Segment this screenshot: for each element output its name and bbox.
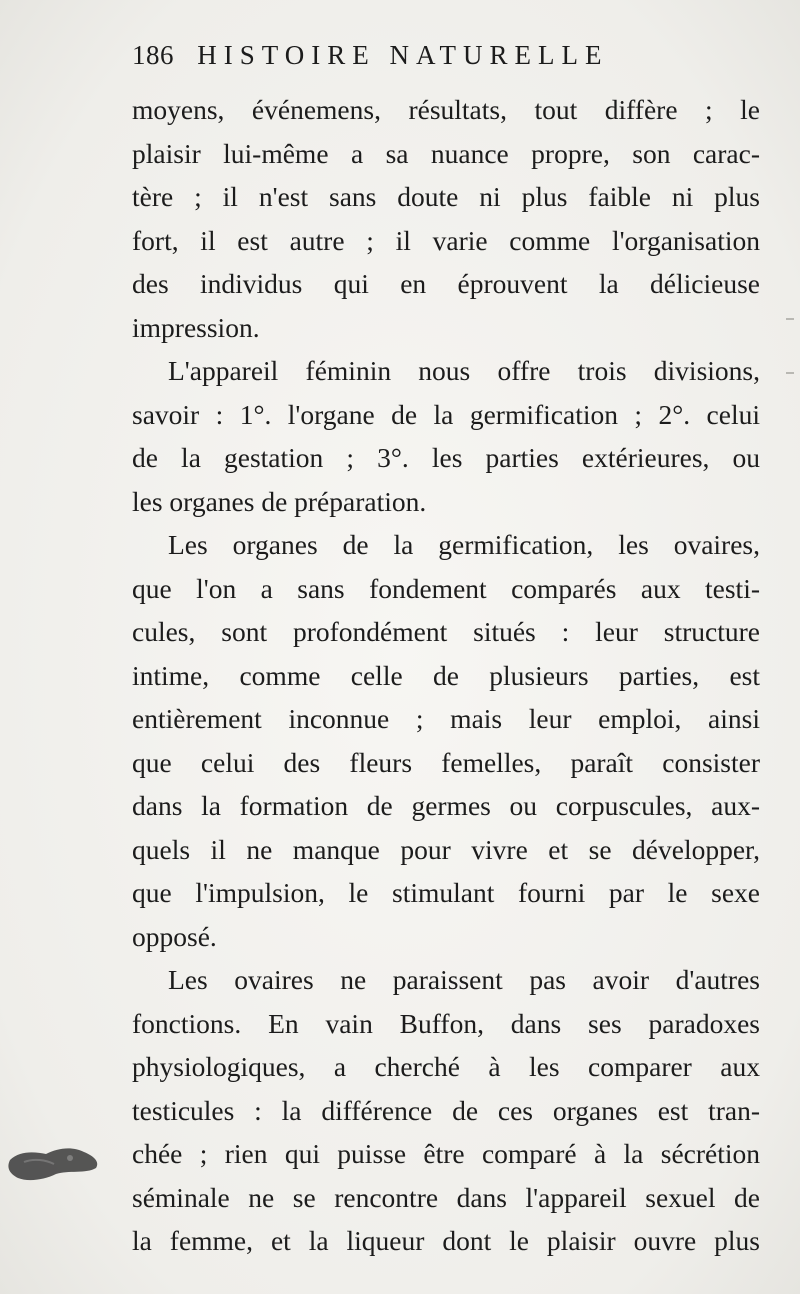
text-line: Les organes de la germification, les ovaires, — [168, 529, 760, 560]
paragraph-4 — [132, 958, 760, 1263]
text-line: les organes de préparation. — [132, 485, 427, 517]
text-line: quels il ne manque pour vivre et se développer, — [132, 833, 760, 865]
text-line: L'appareil féminin nous offre trois divisions, — [168, 355, 760, 386]
text-line: que l'on a sans fondement comparés aux testi- — [132, 572, 760, 604]
text-line: plaisir lui-même a sa nuance propre, son carac- — [132, 137, 760, 169]
running-header — [132, 40, 772, 71]
text-line: impression. — [132, 311, 260, 343]
text-line: chée ; rien qui puisse être comparé à la sécrétion — [132, 1138, 760, 1169]
page-number: 186 — [132, 40, 174, 70]
text-line: moyens, événemens, résultats, tout diffère ; le — [132, 94, 760, 125]
text-line: entièrement inconnue ; mais leur emploi, ainsi — [132, 703, 760, 734]
paragraph-2 — [132, 349, 760, 523]
margin-mark — [786, 372, 794, 374]
text-line: que celui des fleurs femelles, paraît consister — [132, 746, 760, 778]
ink-smudge — [6, 1140, 102, 1186]
running-title: HISTOIRE NATURELLE — [197, 40, 609, 70]
text-line: séminale ne se rencontre dans l'appareil sexuel de — [132, 1181, 760, 1213]
text-line: de la gestation ; 3°. les parties extérieures, ou — [132, 442, 760, 473]
text-line: fort, il est autre ; il varie comme l'organisation — [132, 224, 760, 256]
text-line: testicules : la différence de ces organes est tran- — [132, 1094, 760, 1126]
paragraph-1 — [132, 88, 760, 349]
text-line: tère ; il n'est sans doute ni plus faible ni plus — [132, 181, 760, 212]
text-line: que l'impulsion, le stimulant fourni par le sexe — [132, 877, 760, 908]
margin-mark — [786, 318, 794, 320]
text-line: opposé. — [132, 920, 217, 952]
paragraph-3 — [132, 523, 760, 958]
text-line: intime, comme celle de plusieurs parties, est — [132, 659, 760, 691]
text-line: dans la formation de germes ou corpuscules, aux- — [132, 790, 760, 821]
text-line: Les ovaires ne paraissent pas avoir d'autres — [168, 964, 760, 995]
text-line: fonctions. En vain Buffon, dans ses paradoxes — [132, 1007, 760, 1039]
text-line: cules, sont profondément situés : leur structure — [132, 616, 760, 647]
text-line: savoir : 1°. l'organe de la germification ; 2°. celui — [132, 398, 760, 430]
text-line: des individus qui en éprouvent la délicieuse — [132, 268, 760, 299]
text-line: la femme, et la liqueur dont le plaisir ouvre plus — [132, 1225, 760, 1256]
text-line: physiologiques, a cherché à les comparer aux — [132, 1051, 760, 1082]
